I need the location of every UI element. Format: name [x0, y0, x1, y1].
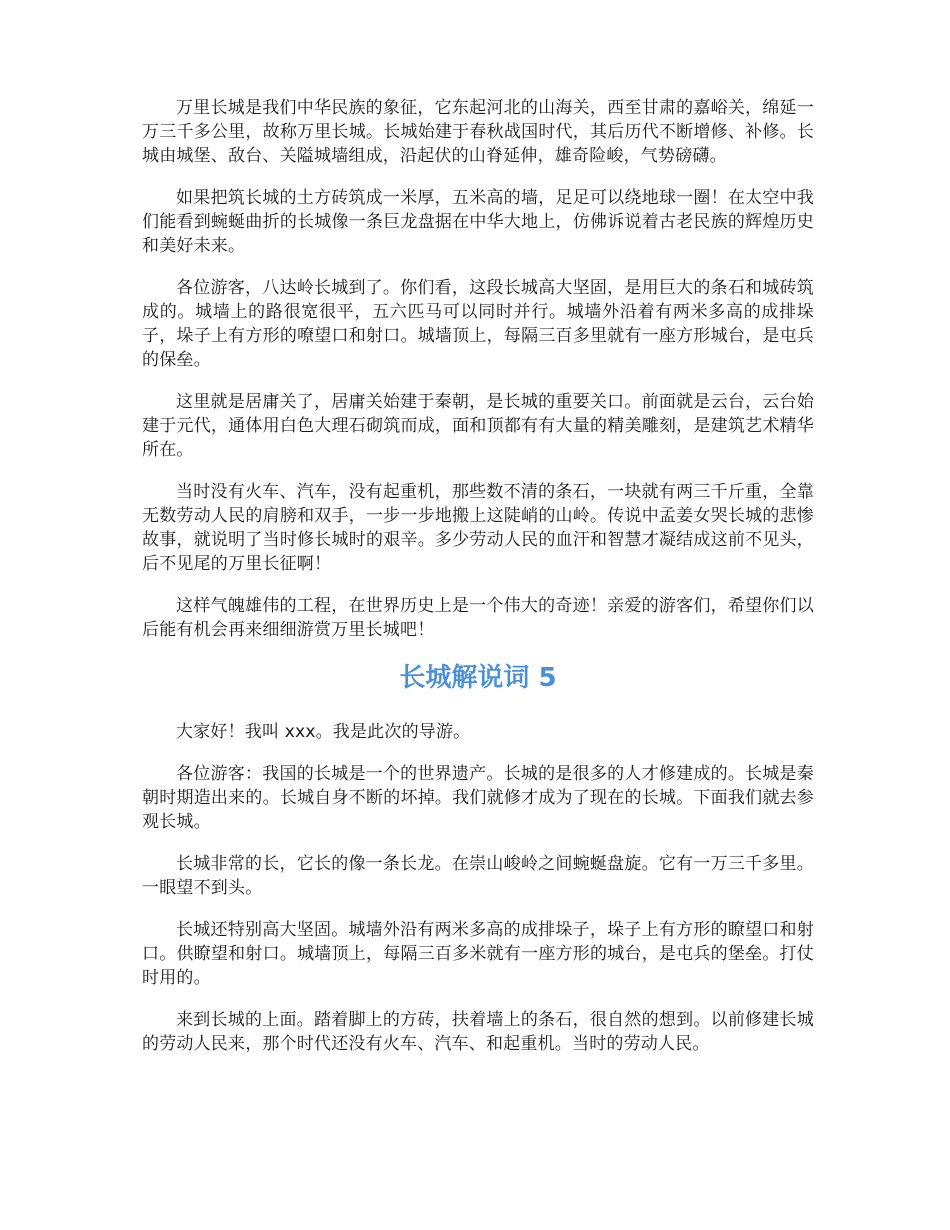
paragraph: 各位游客：我国的长城是一个的世界遗产。长城的是很多的人才修建成的。长城是秦朝时期造出来的。长城自身不断的坏掉。我们就修才成为了现在的长城。下面我们就去参观长城。 — [142, 764, 814, 832]
paragraph: 这里就是居庸关了，居庸关始建于秦朝，是长城的重要关口。前面就是云台，云台始建于元代，通体用白色大理石砌筑而成，面和顶都有有大量的精美雕刻，是建筑艺术精华所在。 — [142, 392, 814, 460]
paragraph: 万里长城是我们中华民族的象征，它东起河北的山海关，西至甘肃的嘉峪关，绵延一万三千多公里，故称万里长城。长城始建于春秋战国时代，其后历代不断增修、补修。长城由城堡、敌台、关隘城墙组成，沿起伏的山脊延伸，雄奇险峻，气势磅礴。 — [142, 98, 814, 166]
section-great-wall-commentary-5 — [142, 720, 814, 1056]
document-page — [142, 96, 814, 1074]
section-previous-continuation — [142, 96, 814, 642]
paragraph: 大家好！我叫 xxx。我是此次的导游。 — [176, 722, 471, 742]
paragraph: 这样气魄雄伟的工程，在世界历史上是一个伟大的奇迹！亲爱的游客们，希望你们以后能有机会再来细细游赏万里长城吧！ — [142, 596, 814, 640]
paragraph: 长城还特别高大坚固。城墙外沿有两米多高的成排垛子，垛子上有方形的瞭望口和射口。供瞭望和射口。城墙顶上，每隔三百多米就有一座方形的城台，是屯兵的堡垒。打仗时用的。 — [142, 920, 814, 988]
paragraph: 各位游客，八达岭长城到了。你们看，这段长城高大坚固，是用巨大的条石和城砖筑成的。城墙上的路很宽很平，五六匹马可以同时并行。城墙外沿着有两米多高的成排垛子，垛子上有方形的嘹望口和射口。城墙顶上，每隔三百多里就有一座方形城台，是屯兵的保垒。 — [142, 278, 814, 370]
section-heading: 长城解说词 5 — [399, 663, 557, 693]
paragraph: 如果把筑长城的土方砖筑成一米厚，五米高的墙，足足可以绕地球一圈！在太空中我们能看到蜿蜒曲折的长城像一条巨龙盘据在中华大地上，仿佛诉说着古老民族的辉煌历史和美好未来。 — [142, 188, 814, 256]
paragraph: 长城非常的长，它长的像一条长龙。在崇山峻岭之间蜿蜒盘旋。它有一万三千多里。一眼望不到头。 — [142, 854, 814, 898]
paragraph: 当时没有火车、汽车，没有起重机，那些数不清的条石，一块就有两三千斤重，全靠无数劳动人民的肩膀和双手，一步一步地搬上这陡峭的山岭。传说中孟姜女哭长城的悲惨故事，就说明了当时修长城时的艰辛。多少劳动人民的血汗和智慧才凝结成这前不见头，后不见尾的万里长征啊！ — [142, 482, 814, 574]
paragraph: 来到长城的上面。踏着脚上的方砖，扶着墙上的条石，很自然的想到。以前修建长城的劳动人民来，那个时代还没有火车、汽车、和起重机。当时的劳动人民。 — [142, 1010, 814, 1054]
